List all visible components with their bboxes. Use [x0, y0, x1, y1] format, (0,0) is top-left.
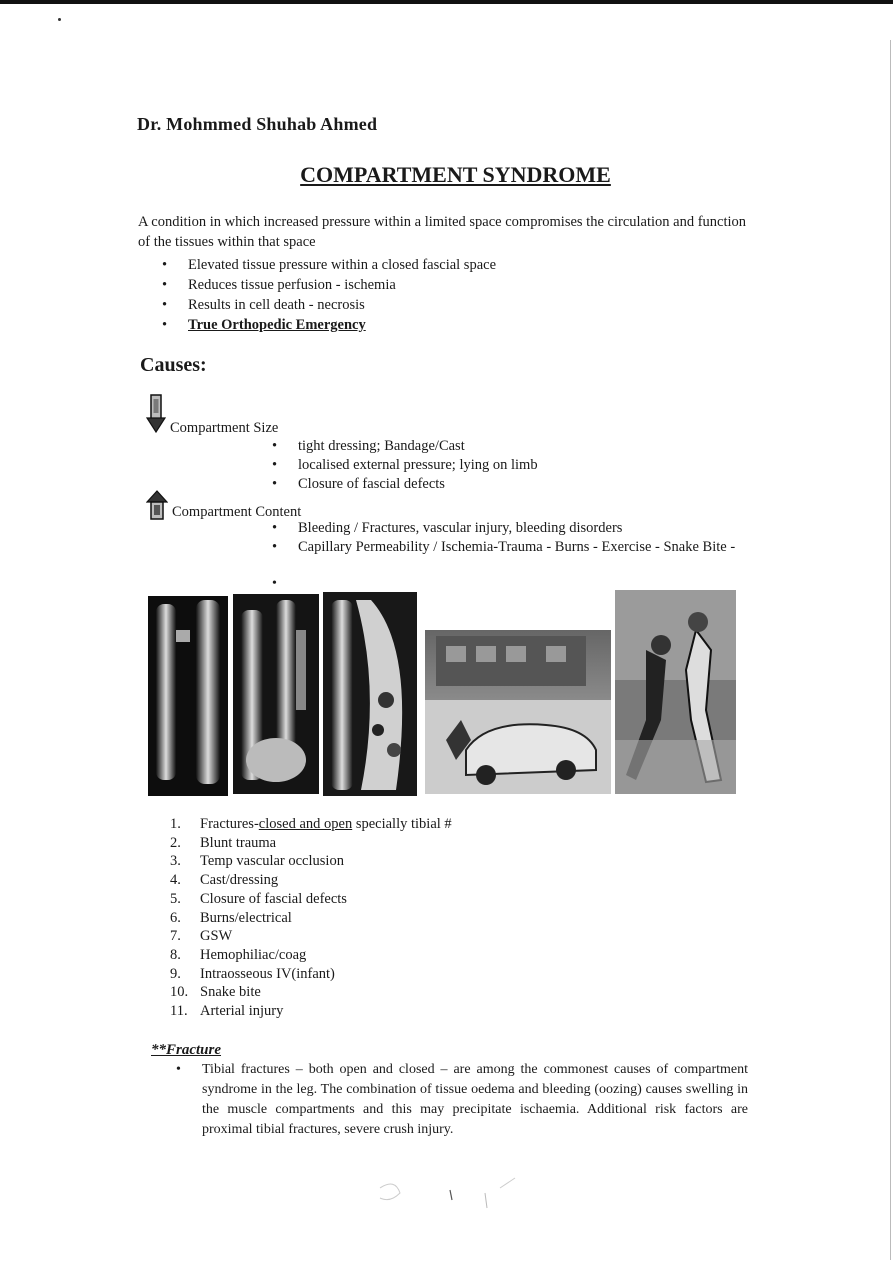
- clinical-photo-strip: [146, 590, 738, 796]
- item-number: 4.: [170, 872, 181, 889]
- item-text: Closure of fascial defects: [200, 890, 347, 907]
- causes-heading: Causes:: [140, 354, 207, 376]
- author-name: Dr. Mohmmed Shuhab Ahmed: [137, 114, 378, 134]
- item-number: 10.: [170, 984, 189, 1001]
- list-item: • Closure of fascial defects: [272, 475, 632, 494]
- item-text: Cast/dressing: [200, 872, 279, 889]
- fracture-paragraph: • Tibial fractures – both open and closed – are among the commonest causes of compartment syndrome in the leg. The combination of tissue oedema and bleeding (oozing) causes swelling in the muscle compartments and this may precipitate ischaemia. Additional risk factors are proximal tibial fractures, severe crush injury.: [176, 1060, 748, 1140]
- definition-text: A condition in which increased pressure within a limited space compromises the circulation and function of the tissues within that space: [138, 214, 747, 250]
- item-text: Burns/electrical: [200, 909, 292, 926]
- item-number: 2.: [170, 834, 181, 851]
- page-title: COMPARTMENT SYNDROME: [300, 162, 611, 187]
- definition-bullet: • Reduces tissue perfusion - ischemia: [162, 275, 722, 295]
- item-text: Snake bite: [200, 984, 261, 1001]
- list-item: • Capillary Permeability / Ischemia-Trauma - Burns - Exercise - Snake Bite -: [272, 538, 752, 557]
- cause-numbered-list: [170, 815, 670, 1021]
- up-arrow-icon: [146, 490, 168, 520]
- definition-bullet: • Elevated tissue pressure within a closed fascial space: [162, 255, 722, 275]
- football-injury-photo: [615, 590, 736, 794]
- compartment-size-list: [272, 437, 632, 494]
- list-item: [170, 965, 670, 984]
- item-number: 1.: [170, 816, 181, 832]
- emergency-emphasis: True Orthopedic Emergency: [188, 317, 366, 333]
- empty-bullet: •: [272, 576, 277, 591]
- leg-radiograph-2: [233, 594, 319, 794]
- item-text: Arterial injury: [200, 1003, 284, 1020]
- item-text: Hemophiliac/coag: [200, 946, 307, 963]
- item-text: Fractures-: [200, 816, 259, 832]
- definition-bullet: • Results in cell death - necrosis: [162, 295, 722, 315]
- list-item: • localised external pressure; lying on limb: [272, 456, 632, 475]
- list-item: [170, 815, 670, 834]
- list-item: • tight dressing; Bandage/Cast: [272, 437, 632, 456]
- down-arrow-icon: [146, 394, 166, 434]
- item-number: 6.: [170, 909, 181, 926]
- item-number: 3.: [170, 853, 181, 870]
- compartment-content-list: [272, 519, 752, 557]
- list-item: [170, 852, 670, 871]
- item-text: Blunt trauma: [200, 834, 277, 851]
- list-item: [170, 909, 670, 928]
- list-item: • Bleeding / Fractures, vascular injury, bleeding disorders: [272, 519, 752, 538]
- list-item: [170, 890, 670, 909]
- list-item: [170, 834, 670, 853]
- item-number: 9.: [170, 965, 181, 982]
- compartment-content-label: Compartment Content: [172, 504, 302, 520]
- fracture-heading: **Fracture: [151, 1042, 222, 1058]
- item-text: Temp vascular occlusion: [200, 853, 344, 870]
- item-number: 11.: [170, 1003, 188, 1020]
- list-item: [170, 1002, 670, 1021]
- scan-right-edge: [890, 40, 891, 1260]
- list-item: [170, 871, 670, 890]
- list-item: [170, 946, 670, 965]
- compartment-size-label: Compartment Size: [170, 420, 279, 436]
- item-number: 5.: [170, 890, 181, 907]
- scan-top-edge: [0, 0, 893, 4]
- definition-bullets: [162, 255, 722, 335]
- list-item: [170, 983, 670, 1002]
- item-text: Intraosseous IV(infant): [200, 965, 335, 982]
- definition-bullet: [162, 315, 722, 335]
- leg-radiograph-3: [323, 592, 417, 796]
- fracture-bullets: [176, 1060, 748, 1140]
- item-number: 7.: [170, 928, 181, 945]
- faint-bleed-through-marks: [370, 1168, 530, 1218]
- leg-radiograph-1: [148, 596, 228, 796]
- item-number: 8.: [170, 946, 181, 963]
- list-item: [170, 927, 670, 946]
- scan-speck: [58, 18, 61, 21]
- item-text: specially tibial #: [352, 816, 452, 832]
- item-text: GSW: [200, 928, 233, 945]
- car-accident-photo: [425, 630, 611, 794]
- item-underlined-text: closed and open: [258, 816, 353, 832]
